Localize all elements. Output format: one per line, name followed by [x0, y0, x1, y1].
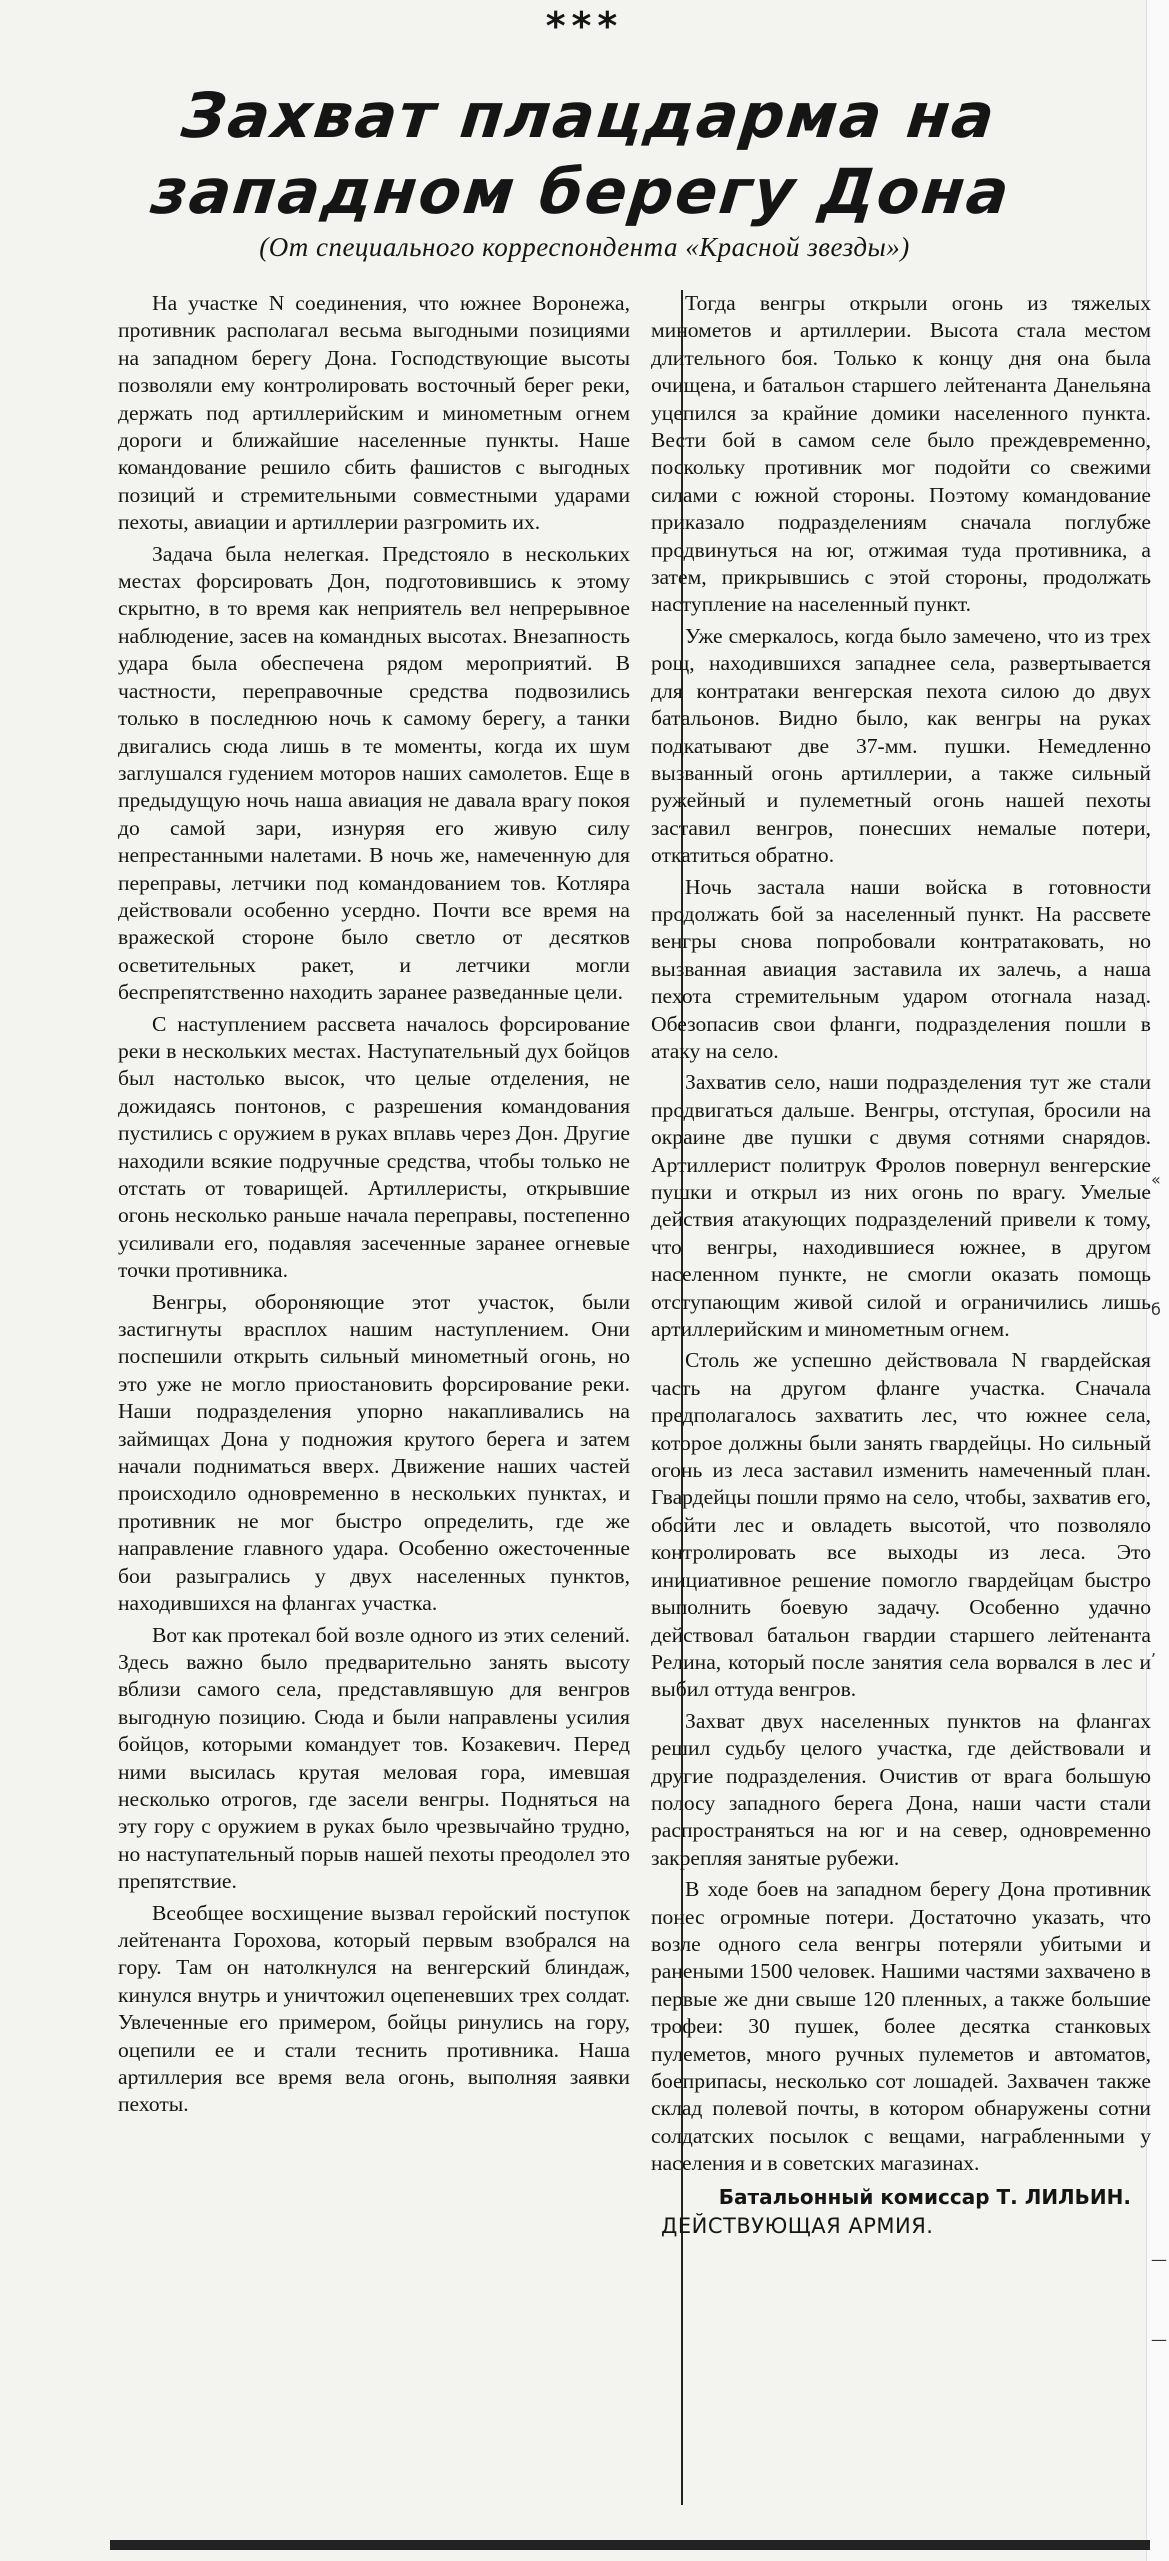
- author-signature: Батальонный комиссар Т. ЛИЛЬИН.: [718, 2184, 1131, 2209]
- adjacent-page-edge: « б , — —: [1146, 0, 1169, 2561]
- paragraph: Всеобщее восхищение вызвал геройский поступок лейтенанта Горохова, который первым взобрался на гору. Там он натолкнулся на венгерский блиндаж, кинулся внутрь и уничтожил оцепеневших трех солдат. Увлеченные его примером, бойцы ринулись на гору, оцепили ее и стали теснить противника. Наша артиллерия все время вела огонь, выполняя заявки пехоты.: [118, 1900, 630, 2117]
- bottom-rule: [110, 2540, 1150, 2550]
- left-column: [118, 290, 630, 2123]
- paragraph: Вот как протекал бой возле одного из этих селений. Здесь важно было предварительно занять высоту вблизи самого села, представлявшую для венгров выгодную позицию. Сюда и были направлены усилия бойцов, которыми командует тов. Козакевич. Перед ними высилась крутая меловая гора, имевшая несколько отрогов, где засели венгры. Подняться на эту гору с оружием в руках было чрезвычайно трудно, но наступательный порыв нашей пехоты преодолел это препятствие.: [118, 1622, 630, 1894]
- paragraph: С наступлением рассвета началось форсирование реки в нескольких местах. Наступательный дух бойцов был настолько высок, что целые отделения, не дожидаясь понтонов, с разрешения командования пустились с оружием в руках вплавь через Дон. Другие находили всякие подручные средства, чтобы только не отстать от товарищей. Артиллеристы, открывшие огонь несколько раньше начала переправы, постепенно усиливали его, подавляя засеченные заранее огневые точки противника.: [118, 1011, 630, 1283]
- paragraph: Столь же успешно действовала N гвардейская часть на другом фланге участка. Сначала предполагалось захватить лес, что южнее села, которое должны были занять гвардейцы. Но сильный огонь из леса заставил изменить намеченный план. Гвардейцы пошли прямо на село, чтобы, захватив его, обойти лес и овладеть высотой, что позволяло контролировать все выходы из леса. Это инициативное решение помогло гвардейцам быстро выполнить боевую задачу. Особенно удачно действовал батальон гвардии старшего лейтенанта Релина, который после занятия села ворвался в лес и выбил оттуда венгров.: [651, 1348, 1151, 1702]
- paragraph: Захват двух населенных пунктов на флангах решил судьбу целого участка, где действовали и другие подразделения. Очистив от врага большую полосу западного берега Дона, наши части стали распространяться на юг и на север, одновременно закрепляя занятые рубежи.: [651, 1708, 1151, 1870]
- article-title: Захват плацдарма на западном берегу Дона: [147, 79, 1015, 228]
- article-subtitle: (От специального корреспондента «Красной звезды»): [259, 232, 910, 262]
- paragraph: В ходе боев на западном берегу Дона противник понес огромные потери. Достаточно указать, что возле одного села венгры потеряли убитыми и ранеными 1500 человек. Нашими частями захвачено в первые же дни свыше 120 пленных, а также большие трофеи: 30 пушек, более десятка станковых пулеметов, много ручных пулеметов и автоматов, боеприпасы, несколько сот лошадей. Захвачен также склад полевой почты, в котором обнаружены сотни солдатских посылок с вещами, награбленными у населения и в советских магазинах.: [651, 1877, 1151, 2176]
- paragraph: Уже смеркалось, когда было замечено, что из трех рощ, находившихся западнее села, развертывается для контратаки венгерская пехота силою до двух батальонов. Видно было, как венгры на руках подкатывают две 37-мм. пушки. Немедленно вызванный огонь артиллерии, а также сильный ружейный и пулеметный огонь нашей пехоты заставил венгров, понесших немалые потери, откатиться обратно.: [651, 623, 1151, 868]
- section-stars: ***: [545, 4, 624, 48]
- right-column: [651, 290, 1151, 2240]
- paragraph: Захватив село, наши подразделения тут же стали продвигаться дальше. Венгры, отступая, бросили на окраине две пушки с двумя сотнями снарядов. Артиллерист политрук Фролов повернул венгерские пушки и открыл из них огонь по врагу. Умелые действия атакующих подразделений привели к тому, что венгры, находившиеся южнее, в другом населенном пункте, не смогли оказать помощь отступающим живой силой и ограничились лишь артиллерийским и минометным огнем.: [651, 1070, 1151, 1342]
- paragraph: Тогда венгры открыли огонь из тяжелых минометов и артиллерии. Высота стала местом длительного боя. Только к концу дня она была очищена, и батальон старшего лейтенанта Данельяна уцепился за крайние домики населенного пункта. Вести бой в самом селе было преждевременно, поскольку противник мог подойти со свежими силами с южной стороны. Поэтому командование приказало подразделениям сначала поглубже продвинуться на юг, отжимая туда противника, а затем, прикрывшись с этой стороны, продолжать наступление на населенный пункт.: [651, 291, 1151, 617]
- dateline-unit: ДЕЙСТВУЮЩАЯ АРМИЯ.: [661, 2214, 934, 2239]
- paragraph: Задача была нелегкая. Предстояло в нескольких местах форсировать Дон, подготовившись к этому скрытно, в то время как неприятель вел непрерывное наблюдение, засев на командных высотах. Внезапность удара была обеспечена рядом мероприятий. В частности, переправочные средства подвозились только в последнюю ночь к самому берегу, а танки двигались сюда лишь в те моменты, когда их шум заглушался гудением моторов наших самолетов. Еще в предыдущую ночь наша авиация не давала врагу покоя до самой зари, изнуряя его живую силу непрестанными налетами. В ночь же, намеченную для переправы, летчики под командованием тов. Котляра действовали особенно усердно. Почти все время на вражеской стороне было светло от десятков осветительных ракет, и летчики могли беспрепятственно находить заранее разведанные цели.: [118, 541, 630, 1005]
- paragraph: Ночь застала наши войска в готовности продолжать бой за населенный пункт. На рассвете венгры снова попробовали контратаковать, но вызванная авиация заставила их залечь, а наша пехота стремительным ударом отогнала назад. Обезопасив свои фланги, подразделения пошли в атаку на село.: [651, 874, 1151, 1063]
- paragraph: На участке N соединения, что южнее Воронежа, противник располагал весьма выгодными позициями на западном берегу Дона. Господствующие высоты позволяли ему контролировать восточный берег реки, держать под артиллерийским и минометным огнем дороги и ближайшие населенные пункты. Наше командование решило сбить фашистов с выгодных позиций и стремительными совместными ударами пехоты, авиации и артиллерии разгромить их.: [118, 291, 630, 535]
- paragraph: Венгры, обороняющие этот участок, были застигнуты врасплох нашим наступлением. Они поспешили открыть сильный минометный огонь, но это уже не могло приостановить форсирование реки. Наши подразделения упорно накапливались на займищах Дона у подножия крутого берега и затем начали подниматься вверх. Движение наших частей происходило одновременно в нескольких пунктах, и противник не мог быстро определить, где же направление главного удара. Особенно ожесточенные бои разыгрались у двух населенных пунктов, находившихся на флангах участка.: [118, 1289, 630, 1616]
